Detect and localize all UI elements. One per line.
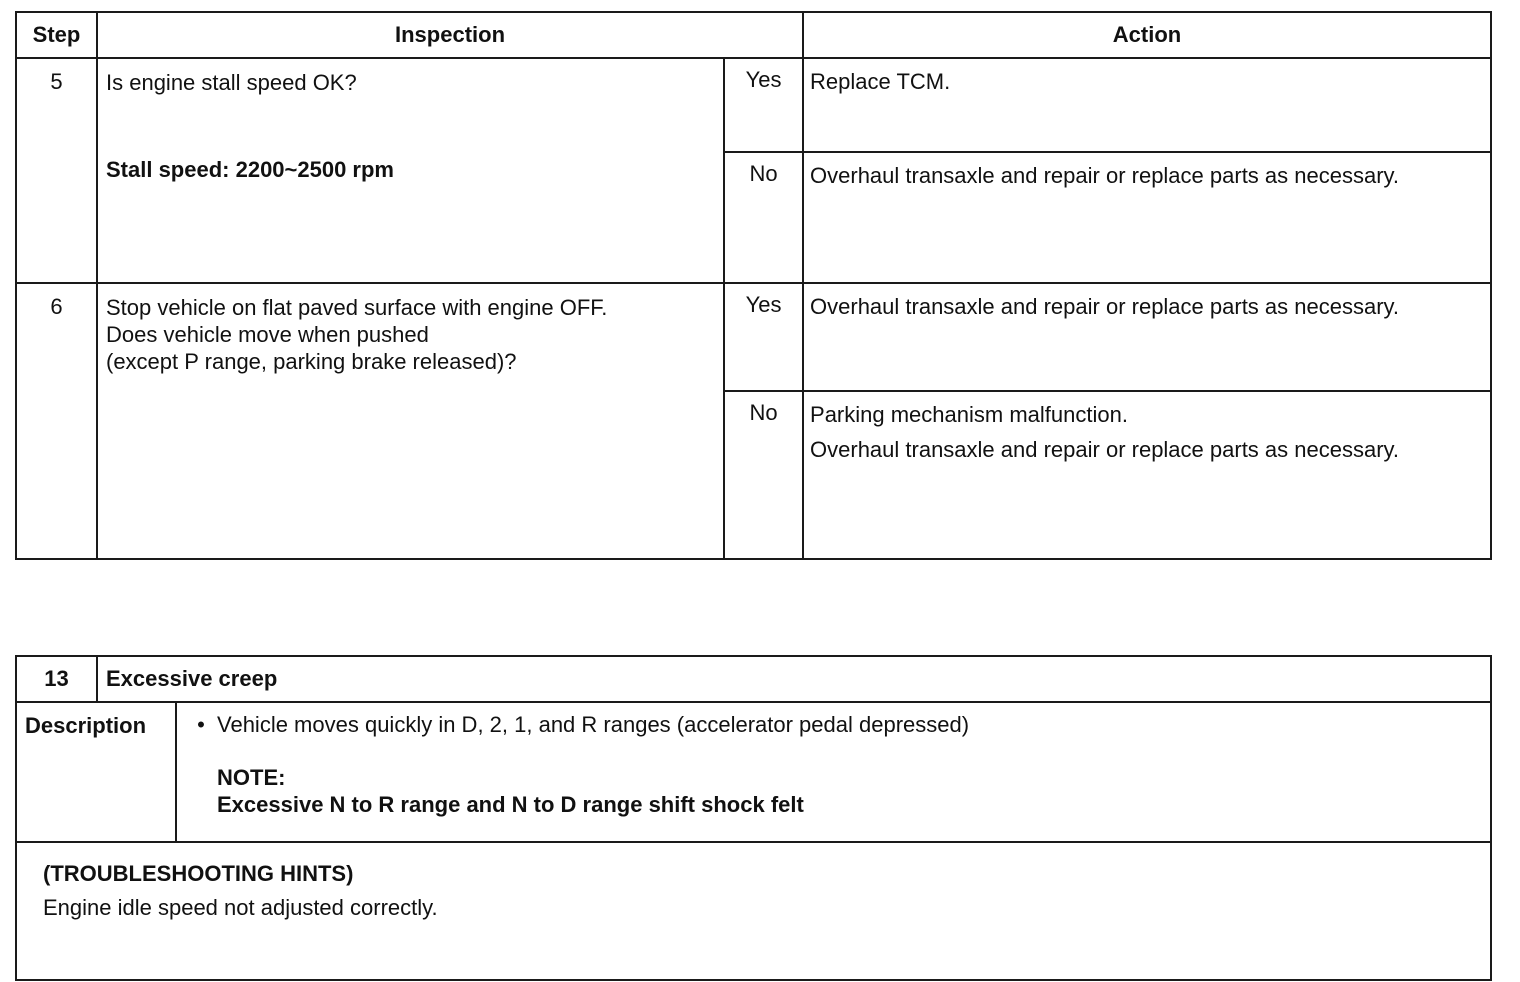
symptom-table — [15, 655, 1492, 981]
no-action-line: Parking mechanism malfunction. — [810, 402, 1128, 427]
hints-row — [16, 842, 1491, 980]
note-label: NOTE: — [217, 765, 286, 790]
description-label: Description — [16, 702, 176, 842]
bullet-icon: • — [197, 712, 205, 737]
header-inspection: Inspection — [97, 12, 803, 58]
symptom-title: Excessive creep — [97, 656, 1491, 702]
no-action-line: Overhaul transaxle and repair or replace parts as necessary. — [810, 437, 1400, 462]
yes-label: Yes — [724, 58, 803, 152]
header-step: Step — [16, 12, 97, 58]
step-number: 5 — [16, 58, 97, 283]
step-number: 6 — [16, 283, 97, 559]
table-row — [16, 283, 1491, 391]
inspection-cell — [97, 283, 724, 559]
header-action: Action — [803, 12, 1491, 58]
symptom-header-row — [16, 656, 1491, 702]
inspection-cell — [97, 58, 724, 283]
no-label: No — [724, 391, 803, 559]
no-action: Overhaul transaxle and repair or replace parts as necessary. — [803, 152, 1491, 283]
table-header-row — [16, 12, 1491, 58]
hints-title: (TROUBLESHOOTING HINTS) — [43, 861, 354, 886]
hints-cell — [16, 842, 1491, 980]
no-action — [803, 391, 1491, 559]
description-text: Vehicle moves quickly in D, 2, 1, and R ranges (accelerator pedal depressed) — [217, 712, 970, 737]
inspection-question: Is engine stall speed OK? — [106, 70, 357, 95]
inspection-line: Stop vehicle on flat paved surface with engine OFF. — [106, 295, 608, 320]
note-block — [217, 764, 1482, 818]
inspection-line: (except P range, parking brake released)? — [106, 349, 517, 374]
inspection-table — [15, 11, 1492, 560]
no-label: No — [724, 152, 803, 283]
stall-speed-spec: Stall speed: 2200~2500 rpm — [106, 157, 394, 182]
note-text: Excessive N to R range and N to D range shift shock felt — [217, 792, 804, 817]
description-row — [16, 702, 1491, 842]
yes-action: Replace TCM. — [803, 58, 1491, 152]
symptom-number: 13 — [16, 656, 97, 702]
description-cell — [176, 702, 1491, 842]
inspection-line: Does vehicle move when pushed — [106, 322, 429, 347]
hints-text: Engine idle speed not adjusted correctly. — [43, 895, 438, 920]
table-row — [16, 58, 1491, 152]
yes-label: Yes — [724, 283, 803, 391]
yes-action: Overhaul transaxle and repair or replace parts as necessary. — [803, 283, 1491, 391]
